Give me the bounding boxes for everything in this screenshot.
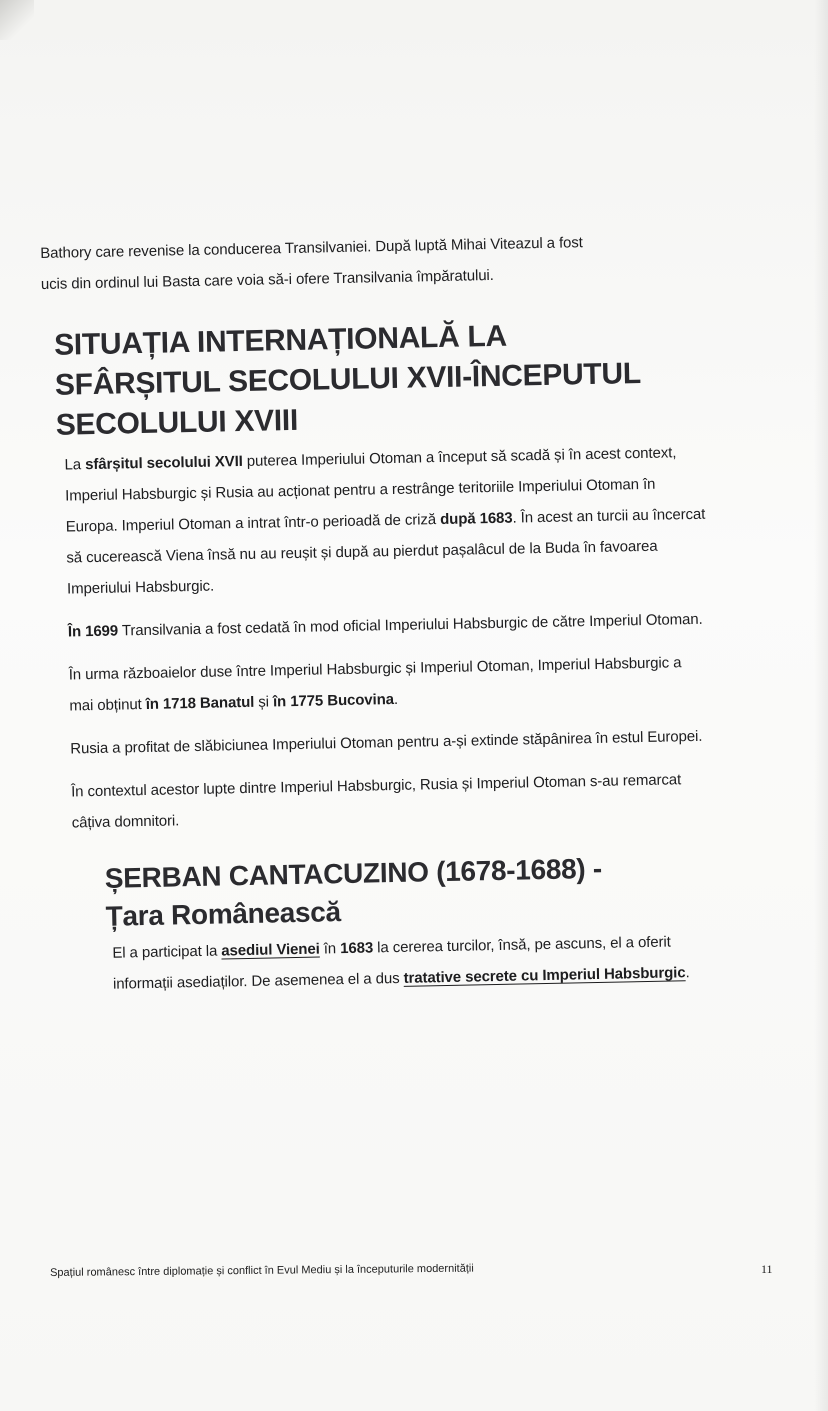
bold-run: sfârșitul secolului XVII bbox=[84, 452, 243, 474]
page-content bbox=[40, 225, 715, 1013]
page-number: 11 bbox=[761, 1262, 773, 1276]
bold-run: 1683 bbox=[339, 939, 374, 958]
underlined-run: tratative secrete cu Imperiul Habsburgic bbox=[403, 964, 686, 987]
text-run: El a participat la bbox=[112, 942, 222, 962]
section-international-situation bbox=[64, 437, 712, 839]
heading-line-1: ȘERBAN CANTACUZINO (1678-1688) - bbox=[104, 852, 603, 894]
heading-line-2: SFÂRȘITUL SECOLULUI XVII-ÎNCEPUTUL bbox=[54, 356, 642, 402]
bold-run: În 1699 bbox=[67, 622, 119, 641]
text-run: Transilvania a fost cedată în mod oficial Imperiului Habsburgic de către Imperiul Otoman. bbox=[117, 610, 703, 640]
text-run: și bbox=[254, 693, 274, 711]
bold-run: după 1683 bbox=[439, 509, 513, 529]
bold-run: în 1718 Banatul bbox=[145, 693, 255, 713]
section-serban-cantacuzino bbox=[112, 926, 715, 1000]
intro-line-2: ucis din ordinul lui Basta care voia să-i ofere Transilvania împăratului. bbox=[40, 266, 494, 293]
bold-run: în 1775 Bucovina bbox=[272, 690, 395, 711]
paragraph-vienna-siege bbox=[112, 926, 715, 1000]
page-edge-shadow bbox=[814, 0, 828, 1411]
footer-title: Spațiul românesc între diplomație și conflict în Evul Mediu și la începuturile modernității bbox=[50, 1262, 474, 1279]
intro-line-1: Bathory care revenise la conducerea Transilvaniei. După luptă Mihai Viteazul a fost bbox=[40, 234, 583, 262]
paragraph-transylvania-1699 bbox=[68, 604, 708, 648]
text-run: puterea Imperiului Otoman a început să scadă și în acest context, Imperiul Habsburgic și Rusia au acționat pentru a restrânge teritoriile Imperiului Otoman în Europa. Imperiul Otoman a intrat într-o perioadă de criză bbox=[65, 444, 677, 536]
section-heading-serban-cantacuzino bbox=[104, 848, 713, 936]
text-run: . bbox=[393, 690, 399, 708]
text-run: în bbox=[319, 940, 341, 958]
text-run: la cererea turcilor, însă, pe ascuns, el a oferit informații asediaților. De asemenea el a dus bbox=[112, 933, 671, 993]
heading-line-2: Țara Românească bbox=[105, 896, 342, 932]
text-run: La bbox=[64, 456, 86, 474]
intro-paragraph bbox=[40, 225, 701, 300]
paragraph-ottoman-decline bbox=[64, 437, 707, 605]
text-run: În urma războaielor duse între Imperiul Habsburgic și Imperiul Otoman, Imperiul Habsburgic a mai obținut bbox=[68, 654, 682, 715]
paragraph-habsburg-gains bbox=[68, 647, 709, 722]
section-heading-international-situation bbox=[54, 313, 704, 446]
paragraph-rulers: În contextul acestor lupte dintre Imperiul Habsburgic, Rusia și Imperiul Otoman s-au remarcat câțiva domnitori. bbox=[70, 771, 682, 832]
text-run: . În acest an turcii au încercat să cucerească Viena însă nu au reușit și după au pierdut pașalâcul de la Buda în favoarea Imperiului Habsburgic. bbox=[66, 505, 706, 598]
page-corner-shadow bbox=[0, 0, 34, 40]
paragraph-russia: Rusia a profitat de slăbiciunea Imperiului Otoman pentru a-și extinde stăpânirea în estul Europei. bbox=[70, 727, 703, 758]
heading-line-3: SECOLULUI XVIII bbox=[55, 403, 299, 442]
text-run: . bbox=[685, 964, 690, 982]
heading-line-1: SITUAȚIA INTERNAȚIONALĂ LA bbox=[53, 319, 508, 362]
underlined-run: asediul Vienei bbox=[221, 940, 320, 960]
